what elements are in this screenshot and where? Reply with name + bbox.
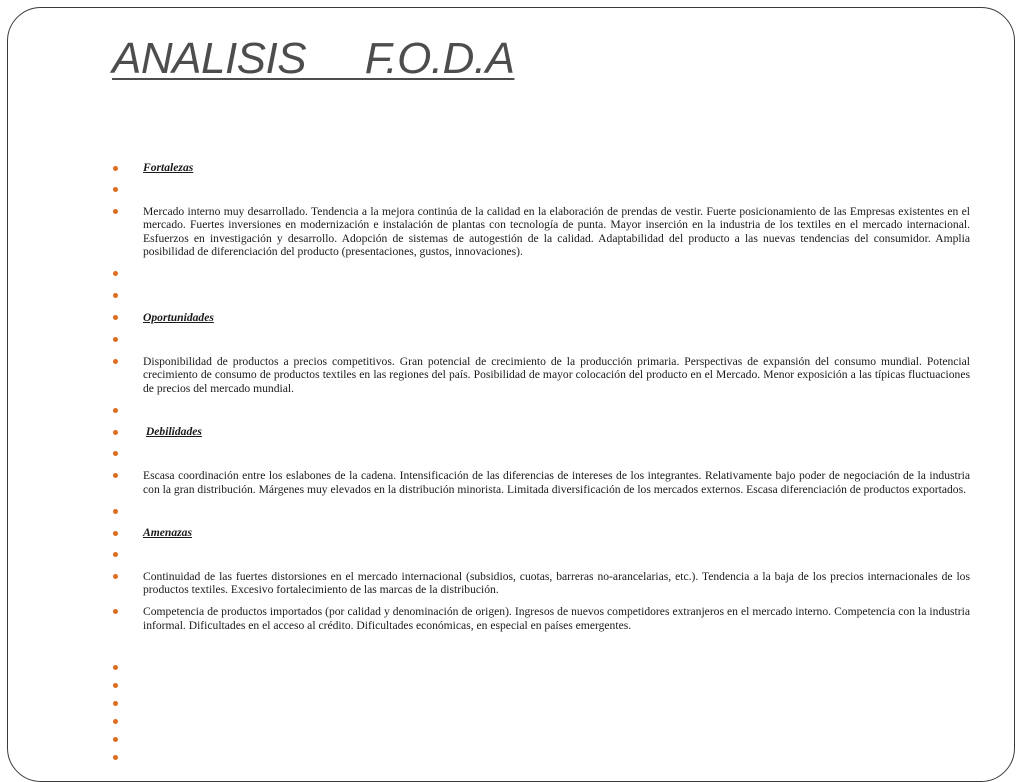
empty-bullet bbox=[110, 267, 970, 281]
bullet-icon bbox=[113, 473, 118, 478]
empty-bullet bbox=[110, 548, 970, 562]
bullet-icon bbox=[113, 665, 118, 670]
bullet-icon bbox=[113, 187, 118, 192]
heading-fortalezas: Fortalezas bbox=[110, 161, 970, 175]
bullet-icon bbox=[113, 315, 118, 320]
bullet-icon bbox=[113, 683, 118, 688]
bullet-icon bbox=[113, 271, 118, 276]
heading-debilidades: Debilidades bbox=[110, 425, 970, 439]
bullet-icon bbox=[113, 552, 118, 557]
bullet-icon bbox=[113, 609, 118, 614]
bullet-icon bbox=[113, 574, 118, 579]
bullet-icon bbox=[113, 719, 118, 724]
bullet-icon bbox=[113, 293, 118, 298]
oportunidades-text: Disponibilidad de productos a precios competitivos. Gran potencial de crecimiento de la producción primaria. Perspectivas de expansión del consumo mundial. Potencial crecimiento de consumo de productos textiles en las regiones del país. Posibilidad de mayor colocación del producto en el Mercado. Menor exposición a las típicas fluctuaciones de precios del mercado mundial. bbox=[110, 355, 970, 396]
bullet-icon bbox=[113, 737, 118, 742]
foda-bullet-list bbox=[110, 161, 970, 769]
empty-bullet bbox=[110, 289, 970, 303]
bullet-icon bbox=[113, 209, 118, 214]
bullet-icon bbox=[113, 359, 118, 364]
empty-bullet bbox=[110, 679, 970, 691]
bullet-icon bbox=[113, 430, 118, 435]
fortalezas-text: Mercado interno muy desarrollado. Tendencia a la mejora continúa de la calidad en la elaboración de prendas de vestir. Fuerte posicionamiento de las Empresas existentes en el mercado. Fuertes inversiones en modernización e instalación de plantas con tecnología de punta. Mayor inserción en la industria de los textiles en el mercado internacional. Esfuerzos en investigación y desarrollo. Adopción de sistemas de autogestión de la calidad. Adaptabilidad del producto a las nuevas tendencias del consumidor. Amplia posibilidad de diferenciación del producto (presentaciones, gustos, innovaciones). bbox=[110, 205, 970, 259]
bullet-icon bbox=[113, 531, 118, 536]
empty-bullet bbox=[110, 661, 970, 673]
empty-bullet bbox=[110, 504, 970, 518]
bullet-icon bbox=[113, 166, 118, 171]
bullet-icon bbox=[113, 451, 118, 456]
empty-bullet bbox=[110, 183, 970, 197]
bullet-icon bbox=[113, 701, 118, 706]
empty-bullet bbox=[110, 447, 970, 461]
empty-bullet bbox=[110, 751, 970, 763]
heading-oportunidades: Oportunidades bbox=[110, 311, 970, 325]
empty-bullet bbox=[110, 715, 970, 727]
empty-bullet bbox=[110, 733, 970, 745]
bullet-icon bbox=[113, 408, 118, 413]
heading-amenazas: Amenazas bbox=[110, 526, 970, 540]
debilidades-text: Escasa coordinación entre los eslabones de la cadena. Intensificación de las diferencias de intereses de los integrantes. Relativamente bajo poder de negociación de la industria con la gran distribución. Márgenes muy elevados en la distribución minorista. Limitada diversificación de los mercados externos. Escasa diferenciación de productos exportados. bbox=[110, 469, 970, 496]
bullet-icon bbox=[113, 755, 118, 760]
empty-bullet bbox=[110, 697, 970, 709]
empty-bullet bbox=[110, 403, 970, 417]
amenazas-text-1: Continuidad de las fuertes distorsiones en el mercado internacional (subsidios, cuotas, barreras no-arancelarias, etc.). Tendencia a la baja de los precios internacionales de los productos textiles. Excesivo fortalecimiento de las marcas de la distribución. bbox=[110, 570, 970, 597]
slide-title: ANALISIS F.O.D.A bbox=[112, 34, 515, 83]
bullet-icon bbox=[113, 509, 118, 514]
empty-bullet bbox=[110, 333, 970, 347]
bullet-icon bbox=[113, 337, 118, 342]
amenazas-text-2: Competencia de productos importados (por calidad y denominación de origen). Ingresos de nuevos competidores extranjeros en el mercado interno. Competencia con la industria informal. Dificultades en el acceso al crédito. Dificultades económicas, en especial en países emergentes. bbox=[110, 605, 970, 632]
